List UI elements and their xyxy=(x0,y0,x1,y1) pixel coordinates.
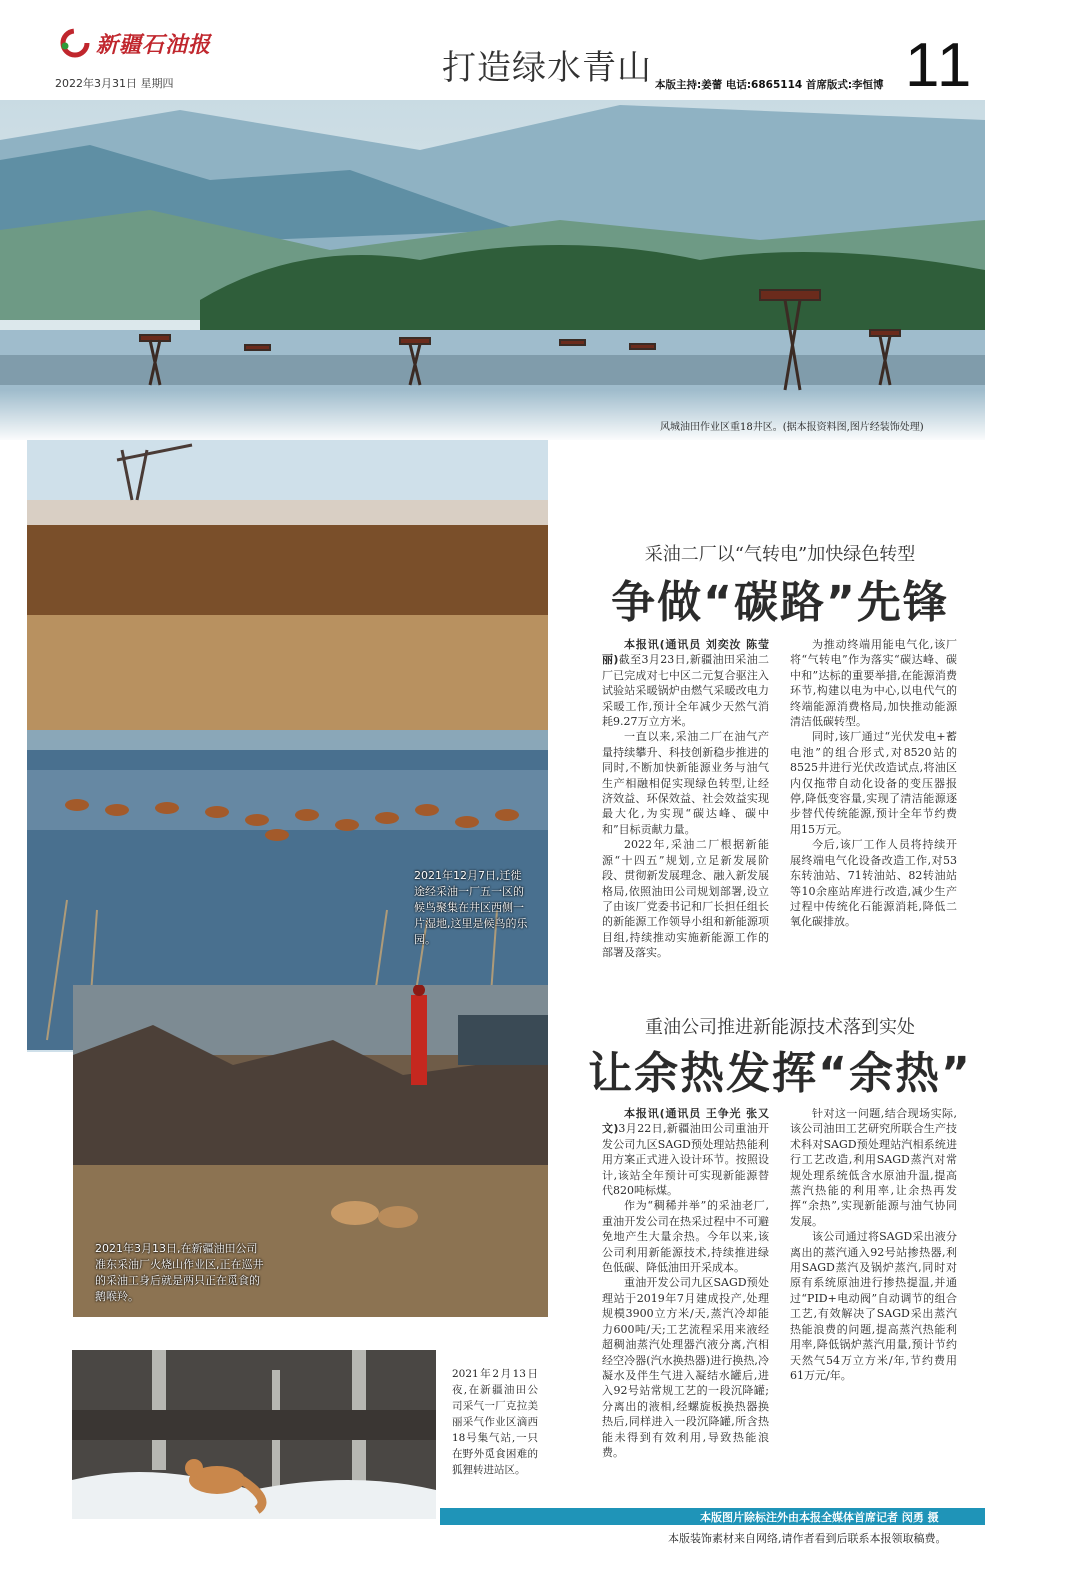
article1-headline: 争做“碳路”先锋 xyxy=(611,577,949,628)
article2-headline: 让余热发挥“余热” xyxy=(588,1048,972,1099)
article2-paragraph: 该公司通过将SAGD采出液分离出的蒸汽通入92号站掺热器,利用SAGD蒸汽及锅炉蒸汽,同时对原有系统原油进行掺热提温,并通过“PID+电动阀”自动调节的组合工艺,有效解决了SAGD采出蒸汽热能浪费的问题,提高蒸汽热能利用率,降低锅炉蒸汽用量,预计节约天然气54万立方米/年,节约费用61万元/年。 xyxy=(790,1230,957,1382)
article1-paragraph: 一直以来,采油二厂在油气产量持续攀升、科技创新稳步推进的同时,不断加快新能源业务与油气生产相融相促实现绿色转型,让经济效益、环保效益、社会效益实现最大化,为实现“碳达峰、碳中和”目标贡献力量。 xyxy=(602,730,769,836)
copyright-note: 本版装饰素材来自网络,请作者看到后联系本报领取稿费。 xyxy=(668,1532,947,1545)
article1-paragraph: 为推动终端用能电气化,该厂将“气转电”作为落实“碳达峰、碳中和”达标的重要举措,在能源消费环节,构建以电为中心,以电代气的终端能源消费格局,加快推动能源清洁低碳转型。 xyxy=(790,638,957,729)
article2-paragraph: 针对这一问题,结合现场实际,该公司油田工艺研究所联合生产技术科对SAGD预处理站汽相系统进行工艺改造,利用SAGD蒸汽对常规处理系统低含水原油升温,提高蒸汽热能的利用率,让余热再发挥“余热”,实现新能源与油气协同发展。 xyxy=(790,1107,957,1228)
article1-paragraph: 2022年,采油二厂根据新能源“十四五”规划,立足新发展阶段、贯彻新发展理念、融入新发展格局,依照油田公司规划部署,设立了由该厂党委书记和厂长担任组长的新能源工作领导小组和新能源项目组,持续推动实施新能源工作的部署及落实。 xyxy=(602,838,769,960)
issue-date: 2022年3月31日 星期四 xyxy=(55,77,174,90)
oilfield-panorama-photo xyxy=(0,100,985,440)
article2-paragraph: 作为“稠稀并举”的采油老厂,重油开发公司在热采过程中不可避免地产生大量余热。今年以来,该公司利用新能源技术,持续推进绿色低碳、降低油田开采成本。 xyxy=(602,1199,769,1275)
page-number: 11 xyxy=(905,31,974,100)
article1-lead-paragraph: 本报讯(通讯员 刘奕汝 陈莹丽)截至3月23日,新疆油田采油二厂已完成对七中区二元复合驱注入试验站采暖锅炉由燃气采暖改电力采暖工作,预计全年减少天然气消耗9.27万立方米。 xyxy=(602,638,769,729)
article1-col-right xyxy=(790,637,957,982)
section-title: 打造绿水青山 xyxy=(442,48,652,88)
article1-byline: 本报讯(通讯员 刘奕汝 陈莹丽) xyxy=(602,638,769,667)
article2-byline: 本报讯(通讯员 王争光 张又文) xyxy=(602,1107,769,1136)
article1-paragraph: 今后,该厂工作人员将持续开展终端电气化设备改造工作,对53东转油站、71转油站、82转油站等10余座站库进行改造,减少生产过程中传统化石能源消耗,降低二氧化碳排放。 xyxy=(790,838,957,929)
photo-credit: 本版图片除标注外由本报全媒体首席记者 闵勇 摄 xyxy=(700,1511,939,1524)
article1-col-left xyxy=(602,637,769,982)
article2-col-left xyxy=(602,1106,769,1501)
article1-kicker: 采油二厂以“气转电”加快绿色转型 xyxy=(644,544,916,565)
fox-photo xyxy=(72,1350,436,1519)
fox-caption: 2021年2月13日夜,在新疆油田公司采气一厂克拉美丽采气作业区滴西18号集气站,一只在野外觅食困难的狐狸转进站区。 xyxy=(452,1368,538,1476)
article2-col-right xyxy=(790,1106,957,1501)
oil-worker-figure xyxy=(411,995,427,1085)
gazelle-caption: 2021年3月13日,在新疆油田公司准东采油厂火烧山作业区,正在巡井的采油工身后就是两只正在觅食的鹅喉羚。 xyxy=(95,1242,264,1303)
newspaper-logo-text: 新疆石油报 xyxy=(96,32,212,58)
editor-credits: 本版主持:姜蕾 电话:6865114 首席版式:李恒博 xyxy=(655,79,884,91)
newspaper-logo-icon xyxy=(58,26,92,60)
article2-lead-paragraph: 本报讯(通讯员 王争光 张又文)3月22日,新疆油田公司重油开发公司九区SAGD预处理站热能利用方案正式进入设计环节。按照设计,该站全年预计可实现新能源替代820吨标煤。 xyxy=(602,1107,769,1198)
article1-paragraph: 同时,该厂通过“光伏发电+蓄电池”的组合形式,对8520站的8525井进行光伏改造试点,将油区内仅拖带自动化设备的变压器报停,降低变容量,实现了清洁能源逐步替代传统能源,预计全年节约费用15万元。 xyxy=(790,730,957,836)
birds-caption: 2021年12月7日,迁徙途经采油一厂五一区的候鸟聚集在井区西侧一片湿地,这里是候鸟的乐园。 xyxy=(414,869,528,946)
panorama-caption: 风城油田作业区重18井区。(据本报资料图,图片经装饰处理) xyxy=(660,422,924,433)
article2-paragraph: 重油开发公司九区SAGD预处理站于2019年7月建成投产,处理规模3900立方米/天,蒸汽冷却能力600吨/天;工艺流程采用来液经超稠油蒸汽处理器汽液分离,汽相经空冷器(汽水换热器)进行换热,冷凝水及伴生气进入凝结水罐后,进入92号站常规工艺的一段沉降罐;分离出的液相,经螺旋板换热器换热后,同样进入一段沉降罐,所含热能未得到有效利用,导致热能浪费。 xyxy=(602,1276,769,1459)
wetland-birds-photo xyxy=(27,440,548,1052)
article2-kicker: 重油公司推进新能源技术落到实处 xyxy=(645,1017,915,1038)
